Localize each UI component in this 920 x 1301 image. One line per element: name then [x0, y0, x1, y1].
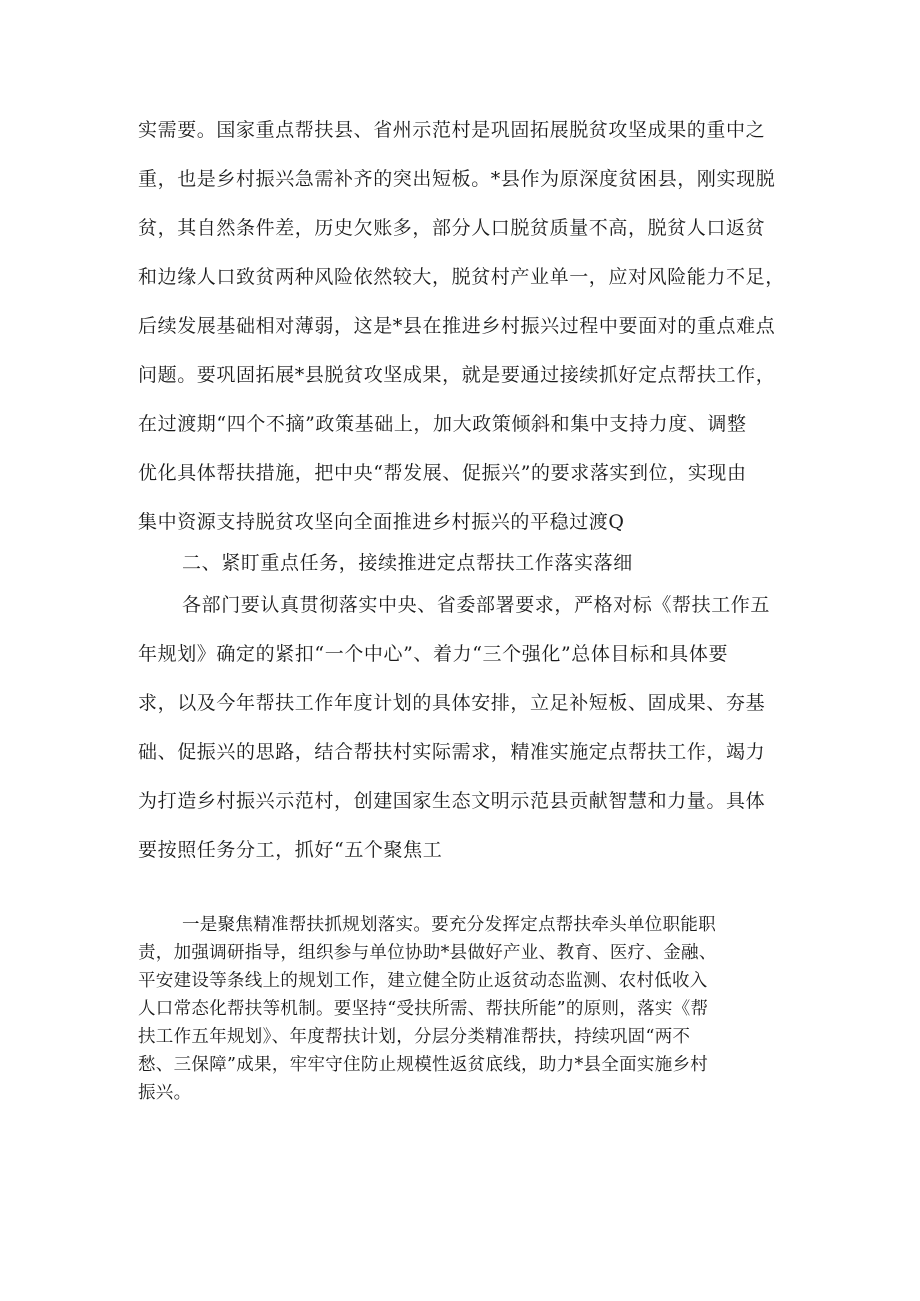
- para1-line-8: 优化具体帮扶措施，把中央“帮发展、促振兴”的要求落实到位，实现由: [138, 462, 747, 484]
- para1-line-3: 贫，其自然条件差，历史欠账多，部分人口脱贫质量不高，脱贫人口返贫: [138, 217, 766, 239]
- para2-line-4: 础、促振兴的思路，结合帮扶村实际需求，精准实施定点帮扶工作，竭力: [138, 741, 766, 763]
- para2-line-2: 年规划》确定的紧扣“一个中心”、着力“三个强化”总体目标和具体要: [138, 643, 729, 665]
- para1-line-1: 实需要。国家重点帮扶县、省州示范村是巩固拓展脱贫攻坚成果的重中之: [138, 119, 766, 141]
- section-heading: 二、紧盯重点任务，接续推进定点帮扶工作落实落细: [182, 552, 633, 574]
- para1-line-6: 问题。要巩固拓展*县脱贫攻坚成果，就是要通过接续抓好定点帮扶工作，: [138, 364, 776, 386]
- para3-line-4: 人口常态化帮扶等机制。要坚持“受扶所需、帮扶所能”的原则，落实《帮: [138, 999, 709, 1019]
- para3-line-7: 振兴。: [138, 1083, 192, 1103]
- para1-line-4: 和边缘人口致贫两种风险依然较大，脱贫村产业单一，应对风险能力不足，: [138, 266, 785, 288]
- para1-line-2: 重，也是乡村振兴急需补齐的突出短板。*县作为原深度贫困县，刚实现脱: [138, 168, 776, 190]
- para3-line-1: 一是聚焦精准帮扶抓规划落实。要充分发挥定点帮扶牵头单位职能职: [182, 915, 716, 935]
- para2-line-3: 求，以及今年帮扶工作年度计划的具体安排，立足补短板、固成果、夯基: [138, 692, 766, 714]
- para3-line-2: 责，加强调研指导，组织参与单位协助*县做好产业、教育、医疗、金融、: [138, 943, 717, 963]
- para1-line-5: 后续发展基础相对薄弱，这是*县在推进乡村振兴过程中要面对的重点难点: [138, 315, 776, 337]
- para1-line-7: 在过渡期“四个不摘”政策基础上，加大政策倾斜和集中支持力度、调整: [138, 413, 747, 435]
- para3-line-6: 愁、三保障”成果，牢牢守住防止规模性返贫底线，助力*县全面实施乡村: [138, 1055, 709, 1075]
- para3-line-5: 扶工作五年规划》、年度帮扶计划，分层分类精准帮扶，持续巩固“两不: [138, 1027, 691, 1047]
- para1-line-9: 集中资源支持脱贫攻坚向全面推进乡村振兴的平稳过渡Q: [138, 511, 625, 533]
- para2-line-5: 为打造乡村振兴示范村，创建国家生态文明示范县贡献智慧和力量。具体: [138, 790, 766, 812]
- para3-line-3: 平安建设等条线上的规划工作，建立健全防止返贫动态监测、农村低收入: [138, 971, 708, 991]
- para2-line-6: 要按照任务分工，抓好“五个聚焦工: [138, 839, 443, 861]
- para2-line-1: 各部门要认真贯彻落实中央、省委部署要求，严格对标《帮扶工作五: [182, 594, 771, 616]
